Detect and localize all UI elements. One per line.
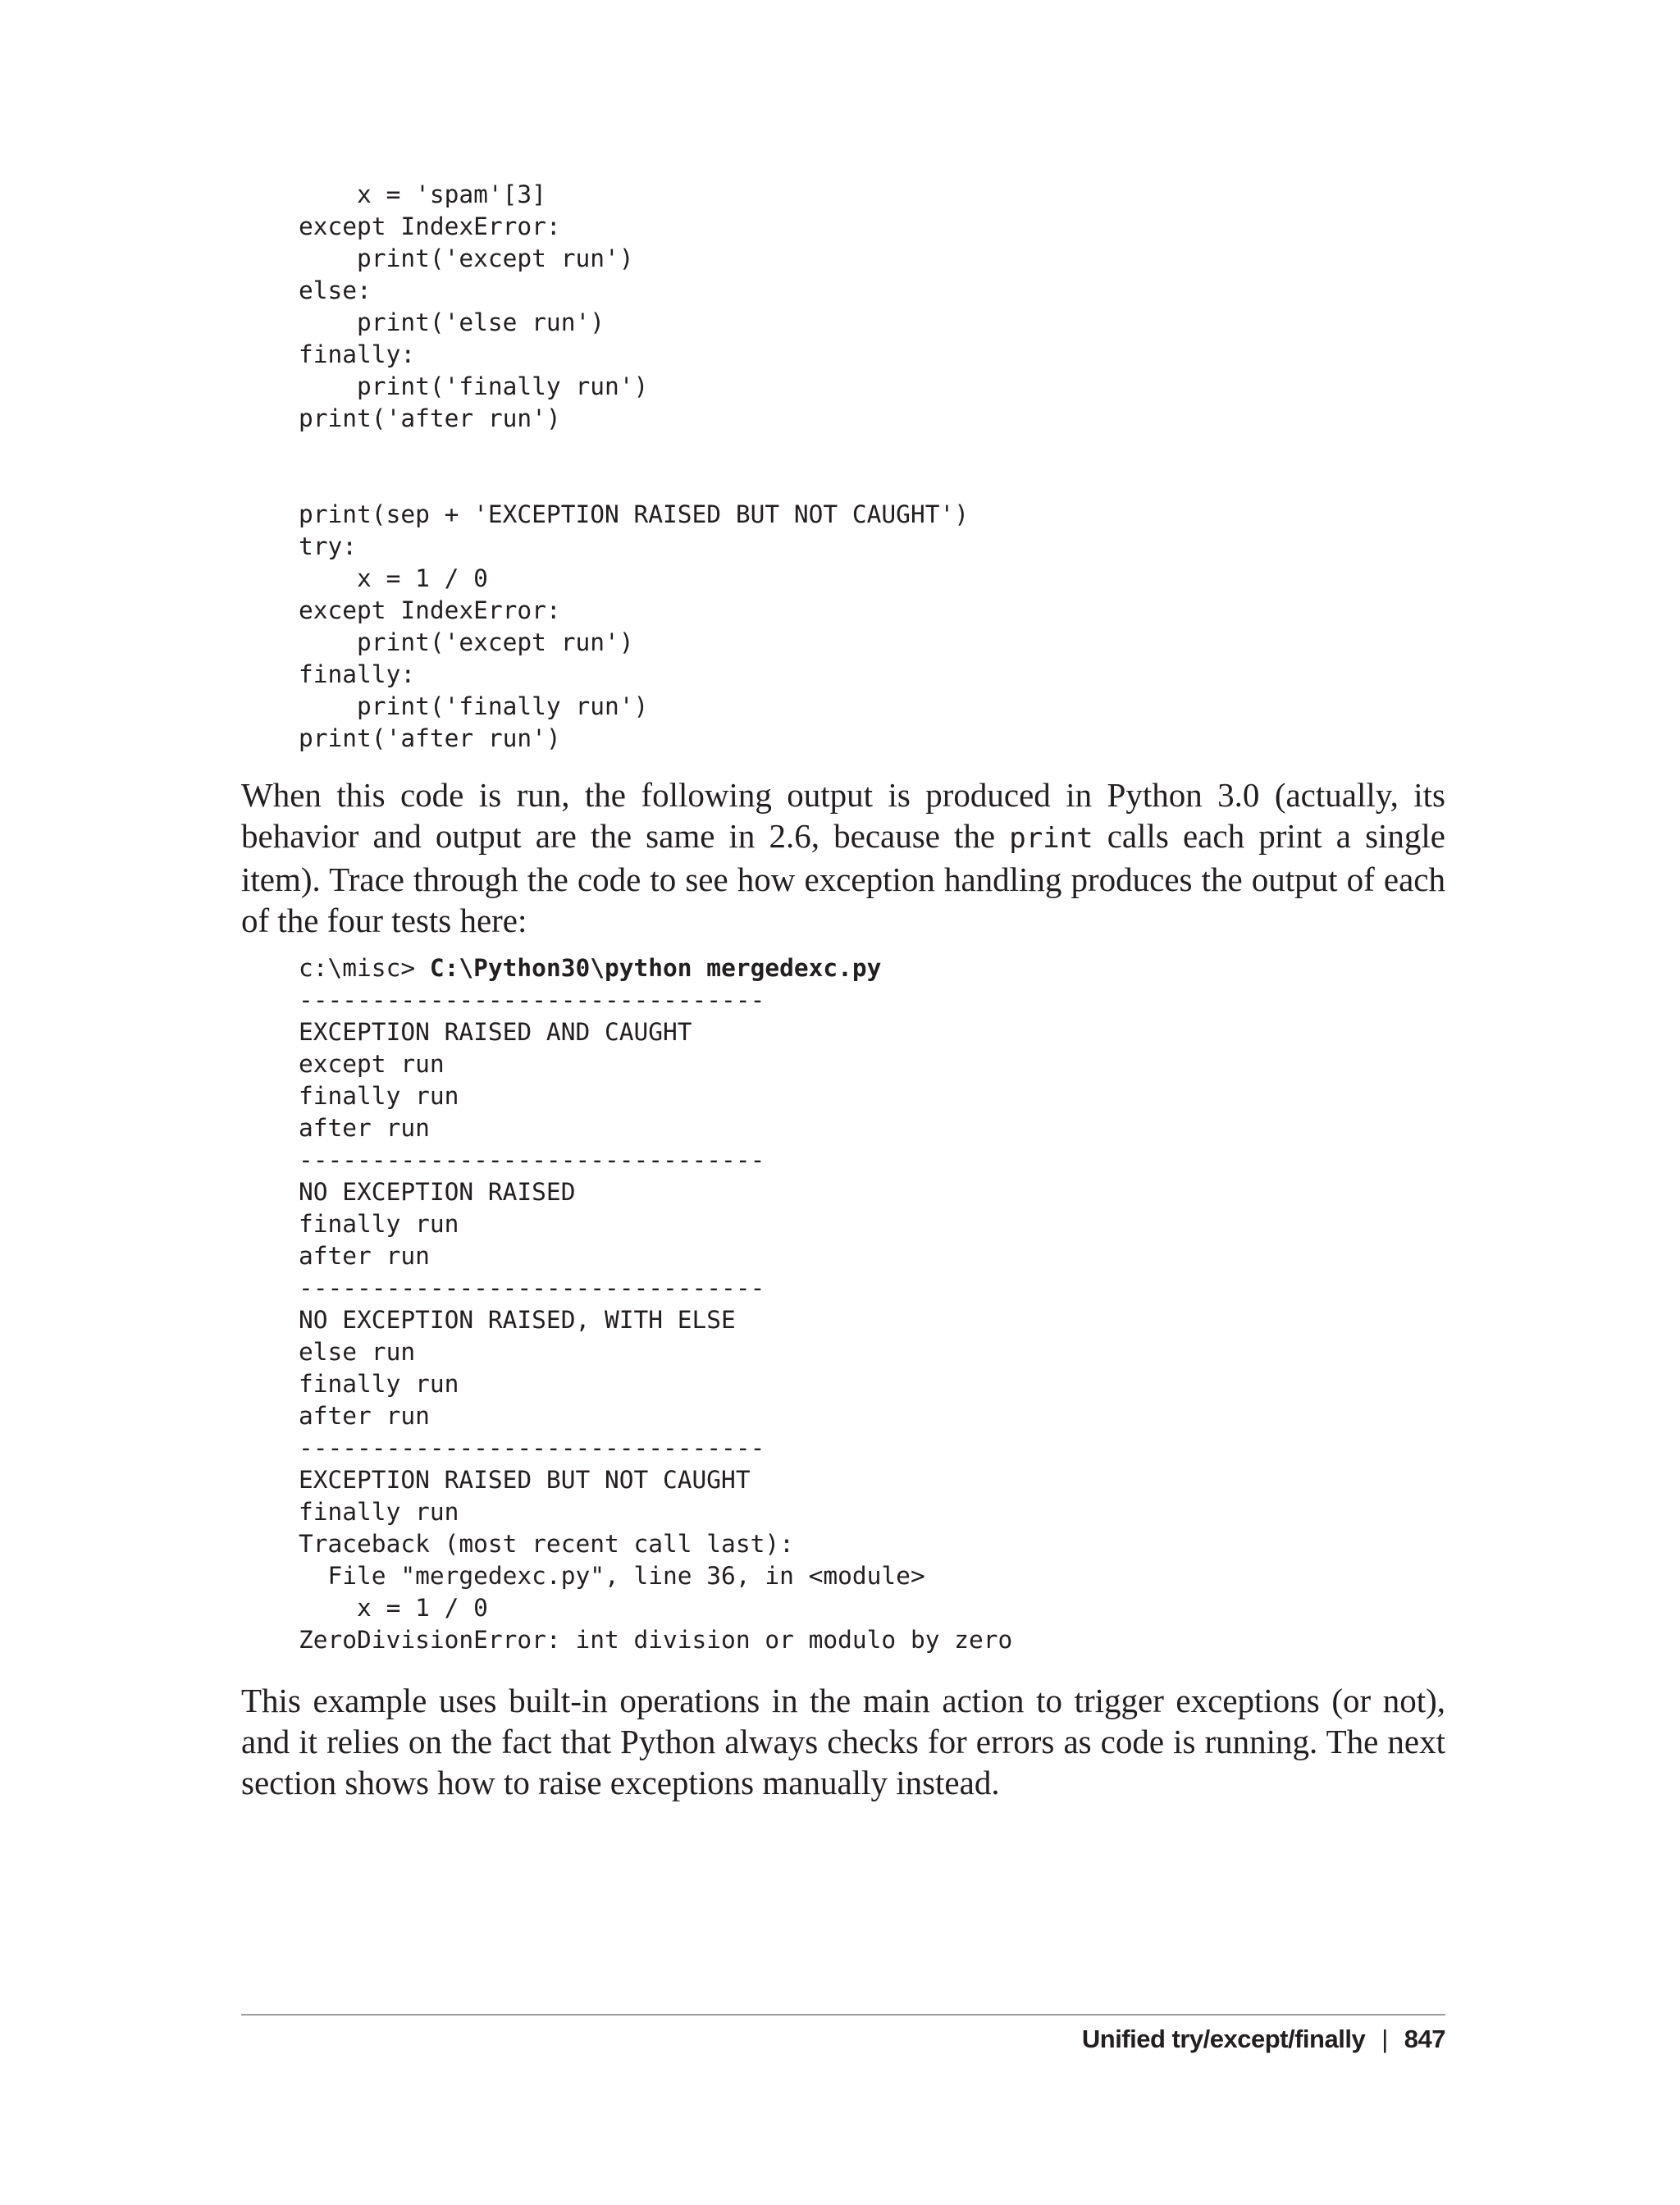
output-line: --------------------------------	[299, 1434, 765, 1462]
output-line: --------------------------------	[299, 986, 765, 1014]
body-paragraph-2	[241, 1680, 1445, 1803]
code-line: print(sep + 'EXCEPTION RAISED BUT NOT CAUGHT')	[299, 500, 969, 528]
code-block-1	[299, 179, 648, 435]
paragraph-text: When this code is run, the following output is produced in Python 3.0 (actually, its behavior and output are the same in 2.6, because the	[241, 776, 1445, 855]
code-line: except IndexError:	[299, 596, 561, 624]
output-line: ZeroDivisionError: int division or modulo by zero	[299, 1626, 1013, 1654]
code-line: try:	[299, 532, 358, 560]
code-line: print('finally run')	[299, 692, 649, 720]
code-line: print('finally run')	[299, 372, 649, 400]
output-line: after run	[299, 1402, 430, 1430]
footer-rule	[241, 2014, 1445, 2016]
code-line: except IndexError:	[299, 212, 561, 240]
running-section-title: Unified try/except/finally	[1081, 2025, 1366, 2053]
page-footer	[1082, 2023, 1445, 2056]
output-line: finally run	[299, 1370, 459, 1398]
output-line: EXCEPTION RAISED BUT NOT CAUGHT	[299, 1466, 751, 1494]
shell-prompt: c:\misc>	[299, 954, 430, 982]
output-line: after run	[299, 1242, 430, 1270]
output-line: File "mergedexc.py", line 36, in <module>	[299, 1562, 925, 1590]
body-paragraph-1	[241, 774, 1445, 941]
output-line: finally run	[299, 1210, 459, 1238]
output-line: NO EXCEPTION RAISED, WITH ELSE	[299, 1306, 736, 1334]
paragraph-text: calls each print a single item). Trace through the code to see how exception handling produces the output of each of the four tests here:	[241, 817, 1446, 939]
paragraph-text: This example uses built-in operations in the main action to trigger exceptions (or not), and it relies on the fact that Python always checks for errors as code is running. The next section shows how to raise exceptions manually instead.	[241, 1682, 1445, 1801]
output-line: --------------------------------	[299, 1274, 765, 1302]
output-line: --------------------------------	[299, 1146, 765, 1174]
code-line: print('else run')	[299, 308, 605, 336]
code-line: print('except run')	[299, 244, 634, 272]
code-line: print('after run')	[299, 404, 561, 432]
code-line: x = 'spam'[3]	[299, 180, 546, 208]
output-line: else run	[299, 1338, 416, 1366]
code-line: else:	[299, 276, 372, 304]
output-line: EXCEPTION RAISED AND CAUGHT	[299, 1018, 692, 1046]
command-line	[299, 952, 1012, 984]
output-line: after run	[299, 1114, 430, 1142]
page-number: 847	[1404, 2025, 1445, 2053]
code-line: finally:	[299, 660, 416, 688]
code-line: print('after run')	[299, 724, 561, 752]
output-line: except run	[299, 1050, 445, 1078]
output-block	[299, 952, 1012, 1656]
code-block-2	[299, 499, 969, 755]
footer-separator: |	[1381, 2025, 1388, 2053]
output-line: finally run	[299, 1082, 459, 1110]
output-line: finally run	[299, 1498, 459, 1526]
output-line: x = 1 / 0	[299, 1594, 488, 1622]
code-line: x = 1 / 0	[299, 564, 488, 592]
shell-command: C:\Python30\python mergedexc.py	[429, 954, 882, 982]
inline-code: print	[1009, 822, 1093, 855]
code-line: finally:	[299, 340, 416, 368]
output-line: Traceback (most recent call last):	[299, 1530, 794, 1558]
output-line: NO EXCEPTION RAISED	[299, 1178, 576, 1206]
code-line: print('except run')	[299, 628, 634, 656]
